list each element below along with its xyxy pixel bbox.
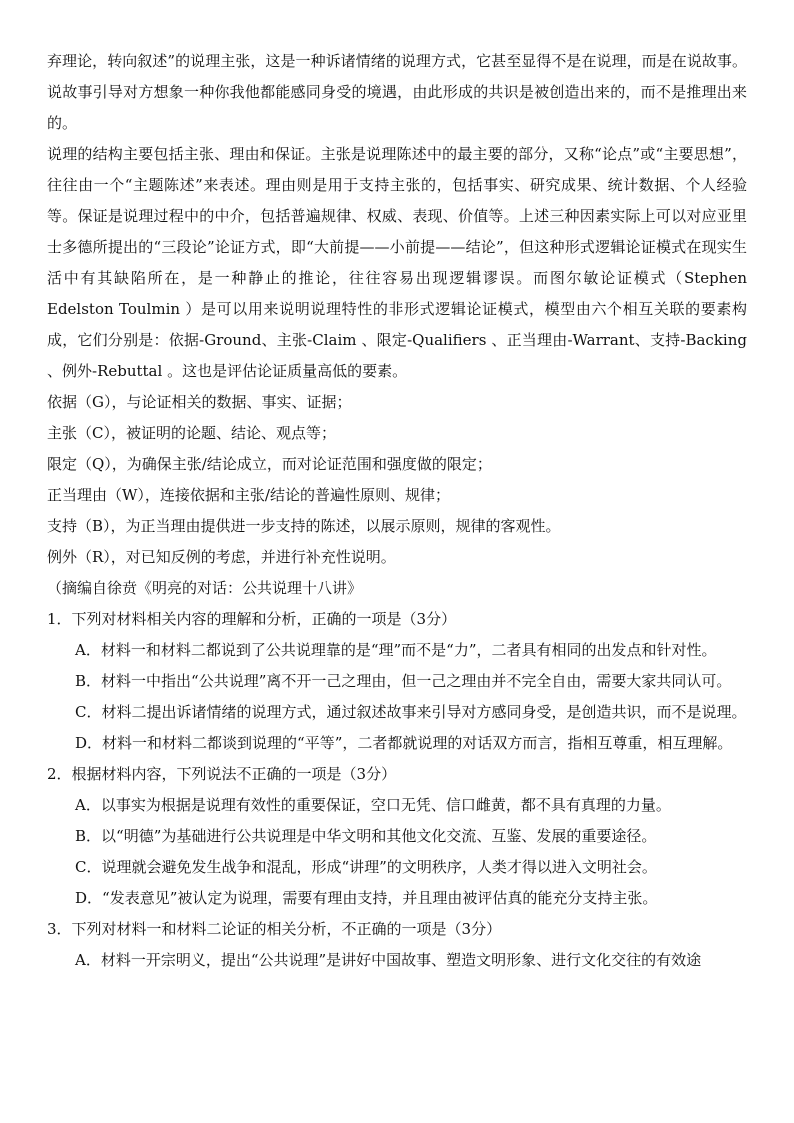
question-1-option-b: B．材料一中指出“公共说理”离不开一己之理由，但一己之理由并不完全自由，需要大家共同认可。	[75, 672, 732, 690]
question-3-option-a: A．材料一开宗明义，提出“公共说理”是讲好中国故事、塑造文明形象、进行文化交往的有效途	[75, 951, 702, 969]
question-2-option-d: D．“发表意见”被认定为说理，需要有理由支持，并且理由被评估真的能充分支持主张。	[75, 889, 658, 907]
element-rebuttal: 例外（R），对已知反例的考虑，并进行补充性说明。	[47, 548, 396, 566]
question-1-option-d: D．材料一和材料二都谈到说理的“平等”，二者都就说理的对话双方而言，指相互尊重，相互理解。	[75, 734, 733, 752]
element-ground: 依据（G），与论证相关的数据、事实、证据；	[47, 393, 352, 411]
question-1-stem: 1．下列对材料相关内容的理解和分析，正确的一项是（3分）	[47, 610, 457, 628]
element-backing: 支持（B），为正当理由提供进一步支持的陈述，以展示原则，规律的客观性。	[47, 517, 561, 535]
question-3-stem: 3．下列对材料一和材料二论证的相关分析，不正确的一项是（3分）	[47, 920, 502, 938]
question-1-option-a: A．材料一和材料二都说到了公共说理靠的是“理”而不是“力”，二者具有相同的出发点和针对性。	[75, 641, 717, 659]
element-qualifier: 限定（Q），为确保主张/结论成立，而对论证范围和强度做的限定；	[47, 455, 492, 473]
question-2-option-b: B．以“明德”为基础进行公共说理是中华文明和其他文化交流、互鉴、发展的重要途径。	[75, 827, 657, 845]
question-2-option-a: A．以事实为根据是说理有效性的重要保证，空口无凭、信口雌黄，都不具有真理的力量。	[75, 796, 671, 814]
element-warrant: 正当理由（W），连接依据和主张/结论的普遍性原则、规律；	[47, 486, 450, 504]
paragraph-intro: 弃理论，转向叙述”的说理主张，这是一种诉诸情绪的说理方式，它甚至显得不是在说理，而是在说故事。说故事引导对方想象一种你我他都能感同身受的境遇，由此形成的共识是被创造出来的，而不是推理出来的。	[47, 52, 747, 132]
element-claim: 主张（C），被证明的论题、结论、观点等；	[47, 424, 336, 442]
question-1-option-c: C．材料二提出诉诸情绪的说理方式，通过叙述故事来引导对方感同身受，是创造共识，而不是说理。	[75, 703, 747, 721]
paragraph-structure: 说理的结构主要包括主张、理由和保证。主张是说理陈述中的最主要的部分，又称“论点”或“主要思想”，往往由一个“主题陈述”来表述。理由则是用于支持主张的，包括事实、研究成果、统计数据、个人经验等。保证是说理过程中的中介，包括普遍规律、权威、表现、价值等。上述三种因素实际上可以对应亚里士多德所提出的“三段论”论证方式，即“大前提——小前提——结论”，但这种形式逻辑论证模式在现实生活中有其缺陷所在，是一种静止的推论，往往容易出现逻辑谬误。而图尔敏论证模式（Stephen Edelston Toulmin ）是可以用来说明说理特性的非形式逻辑论证模式，模型由六个相互关联的要素构成，它们分别是：依据-Ground、主张-Claim 、限定-Qualifiers 、正当理由-Warrant、支持-Backing 、例外-Rebuttal 。这也是评估论证质量高低的要素。	[47, 145, 747, 380]
source-citation: （摘编自徐贲《明亮的对话：公共说理十八讲》	[47, 579, 363, 597]
document-body	[47, 46, 747, 976]
question-2-option-c: C．说理就会避免发生战争和混乱，形成“讲理”的文明秩序，人类才得以进入文明社会。	[75, 858, 657, 876]
question-2-stem: 2．根据材料内容，下列说法不正确的一项是（3分）	[47, 765, 397, 783]
